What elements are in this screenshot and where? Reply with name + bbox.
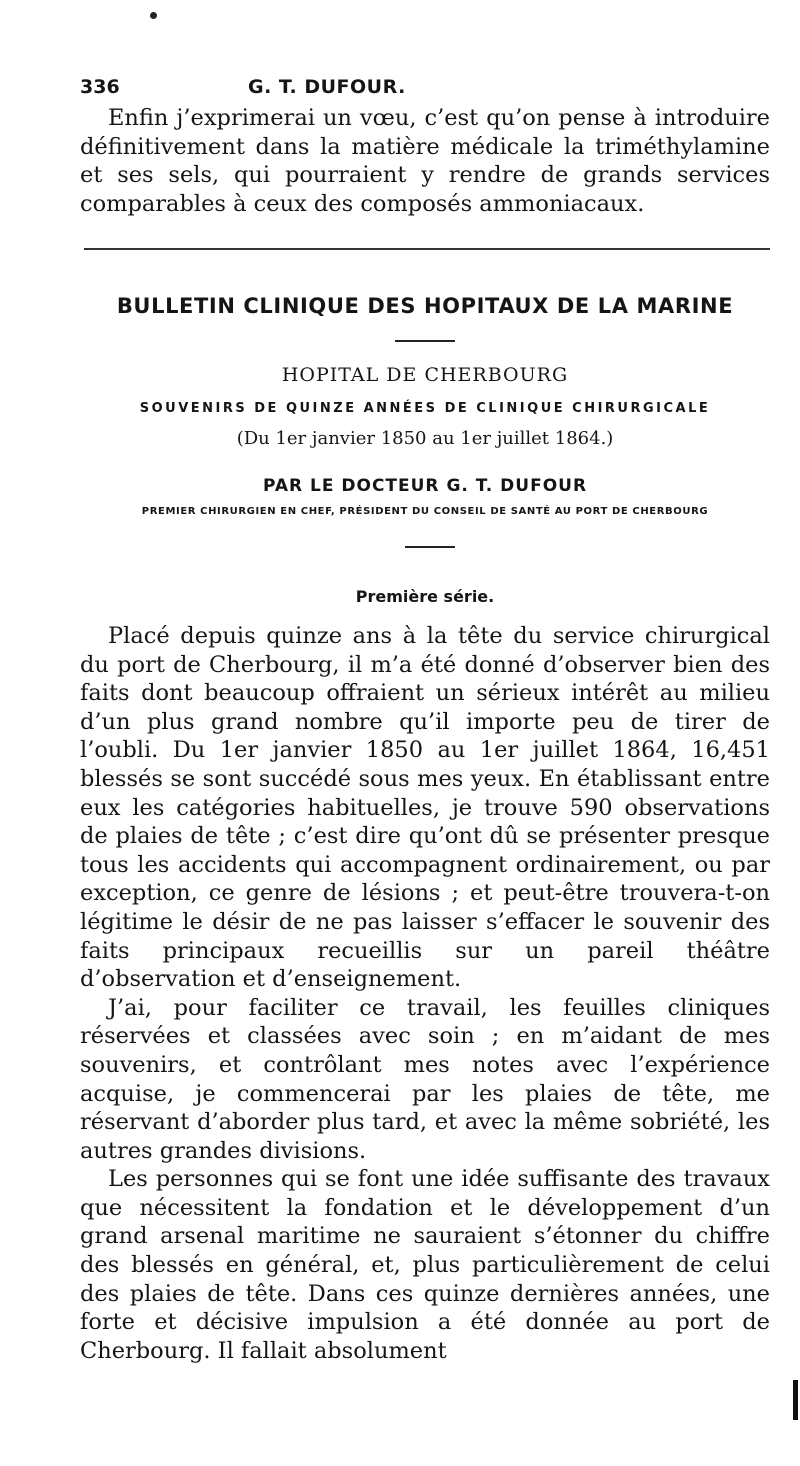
body-paragraph-3: Les personnes qui se font une idée suffisante des travaux que nécessitent la fondation et le développement d’un grand arsenal maritime ne sauraient s’étonner du chiffre des blessés en général, et, plus particulièrement de celui des plaies de tête. Dans ces quinze dernières années, une forte et décisive impulsion a été donnée au port de Cherbourg. Il fallait absolument [80, 1166, 770, 1364]
title-rule [395, 340, 455, 342]
page-edge-mark [793, 1380, 798, 1420]
section-divider [84, 248, 770, 250]
author-line: PAR LE DOCTEUR G. T. DUFOUR [262, 476, 588, 496]
ink-spot [150, 12, 157, 19]
series-label: Première série. [355, 587, 495, 606]
article-body [80, 622, 770, 1365]
body-paragraph-1: Placé depuis quinze ans à la tête du service chirurgical du port de Cherbourg, il m’a été donné d’observer bien des faits dont beaucoup offraient un sérieux intérêt au milieu d’un plus grand nombre qu’il importe peu de tirer de l’oubli. Du 1er janvier 1850 au 1er juillet 1864, 16,451 blessés se sont succédé sous mes yeux. En établissant entre eux les catégories habituelles, je trouve 590 observations de plaies de tête ; c’est dire qu’ont dû se présenter presque tous les accidents qui accompagnent ordinairement, ou par exception, ce genre de lésions ; et peut-être trouvera-t-on légitime le désir de ne pas laisser s’effacer le souvenir des faits principaux recueillis sur un pareil théâtre d’observation et d’enseignement. [80, 623, 770, 993]
period-line: (Du 1er janvier 1850 au 1er juillet 1864.) [236, 428, 614, 449]
body-paragraph-2: J’ai, pour faciliter ce travail, les feuilles cliniques réservées et classées avec soin ; en m’aidant de mes souvenirs, et contrôlant mes notes avec l’expérience acquise, je commencerai par les plaies de tête, me réservant d’aborder plus tard, et avec la même sobriété, les autres grandes divisions. [80, 994, 770, 1164]
article-subtitle: SOUVENIRS DE QUINZE ANNÉES DE CLINIQUE CHIRURGICALE [139, 401, 711, 416]
author-rule [405, 546, 455, 548]
page-number: 336 [80, 76, 120, 98]
author-position: PREMIER CHIRURGIEN EN CHEF, PRÉSIDENT DU CONSEIL DE SANTÉ AU PORT DE CHERBOURG [141, 506, 709, 517]
intro-paragraph: Enfin j’exprimerai un vœu, c’est qu’on pense à introduire définitivement dans la matière médicale la triméthylamine et ses sels, qui pourraient y rendre de grands services comparables à ceux des composés ammoniacaux. [80, 105, 770, 217]
intro-section [80, 104, 770, 218]
page-header [80, 76, 770, 100]
running-head: G. T. DUFOUR. [248, 76, 406, 98]
hospital-name: HOPITAL DE CHERBOURG [281, 364, 569, 386]
bulletin-title: BULLETIN CLINIQUE DES HOPITAUX DE LA MARINE [116, 294, 734, 318]
